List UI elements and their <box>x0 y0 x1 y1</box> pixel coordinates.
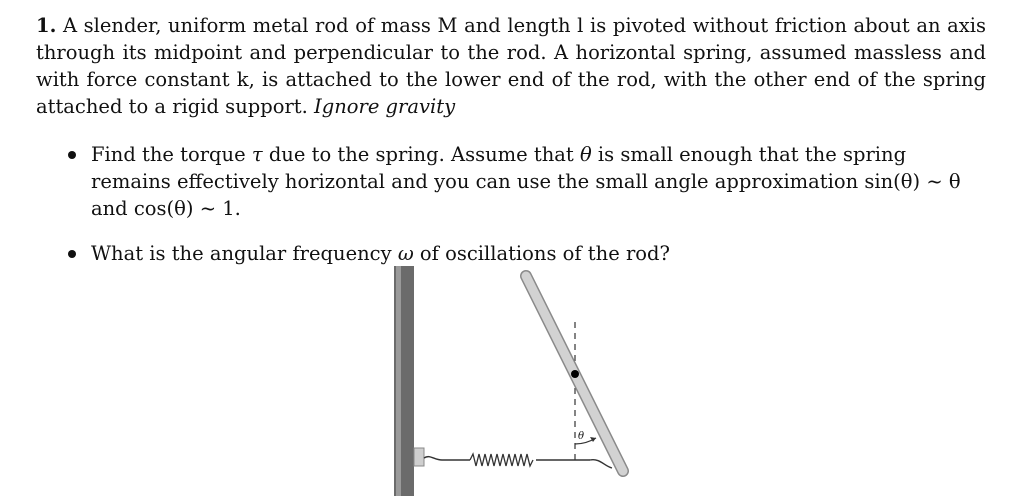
bullet-icon <box>68 250 76 258</box>
problem-text: A slender, uniform metal rod of mass M and length l is pivoted without friction about an axis through its midpoint and perpendicular to the rod. A horizontal spring, assumed massless and with force constant k, is attached to the lower end of the rod, with the other end of the spring attached to a rigid support. <box>36 14 986 118</box>
problem-statement <box>36 12 986 120</box>
bullet-icon <box>68 151 76 159</box>
question-text: Find the torque <box>91 143 252 166</box>
spring-coils <box>470 454 533 466</box>
rod-spring-figure <box>390 262 640 498</box>
theta-symbol: θ <box>579 143 592 166</box>
omega-symbol: ω <box>397 242 414 265</box>
problem-note: Ignore gravity <box>314 95 456 118</box>
spring-hook-right <box>590 460 612 468</box>
spring-mount <box>414 448 424 466</box>
question-text: What is the angular frequency <box>91 242 398 265</box>
question-item-torque <box>66 141 986 222</box>
figure-svg <box>390 262 640 498</box>
angle-label: θ <box>578 431 585 442</box>
pivot-point <box>571 370 579 378</box>
question-text: due to the spring. Assume that <box>262 143 580 166</box>
question-text: of oscillations of the rod? <box>413 242 670 265</box>
question-text: is small enough that the spring remains effectively horizontal and you can use the small angle approximation sin(θ) ~ θ and cos(θ) ~ 1. <box>91 143 961 220</box>
problem-number: 1. <box>36 14 57 37</box>
wall-highlight <box>396 266 401 496</box>
spring-hook-left <box>424 457 442 460</box>
tau-symbol: τ <box>251 143 263 166</box>
